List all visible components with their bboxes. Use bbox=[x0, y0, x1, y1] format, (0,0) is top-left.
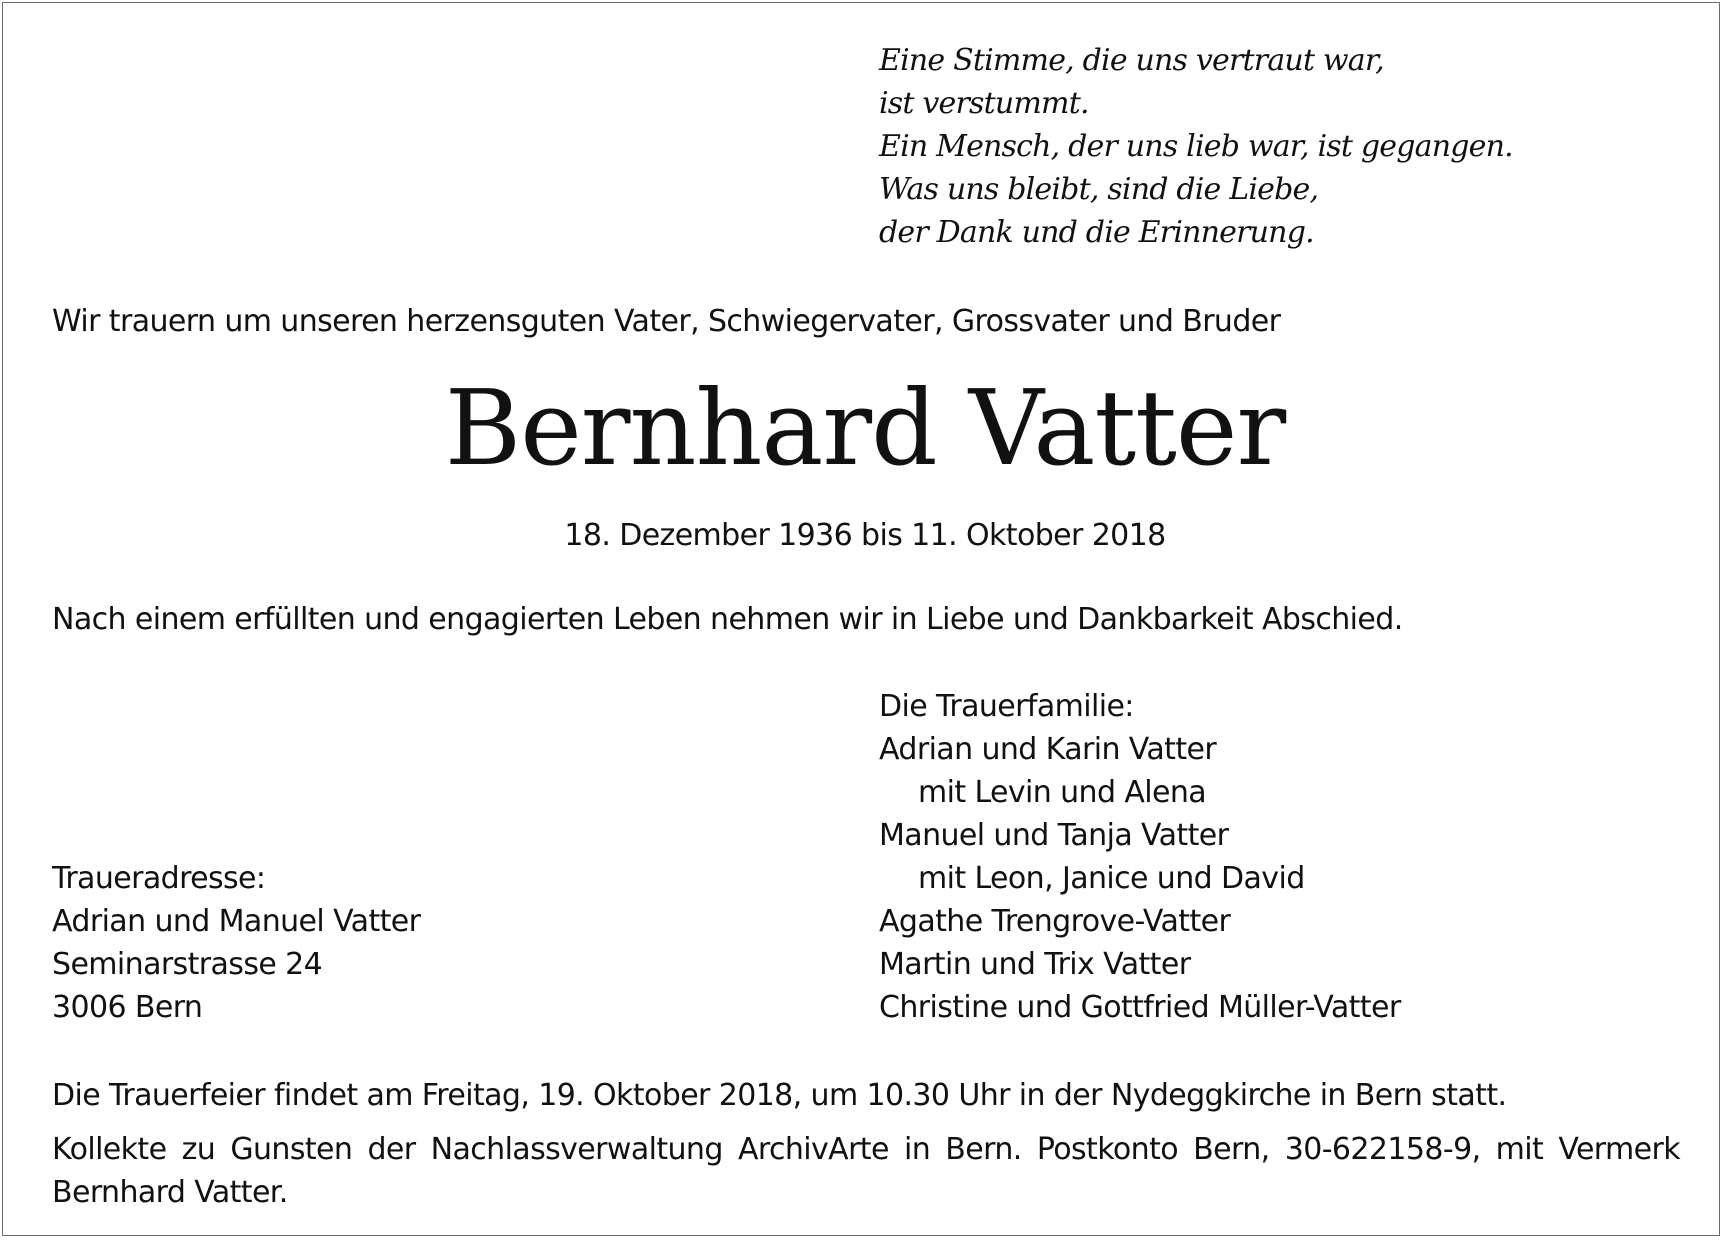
family-member: Christine und Gottfried Müller-Vatter bbox=[879, 990, 1401, 1025]
address-line: Adrian und Manuel Vatter bbox=[52, 904, 421, 939]
life-dates: 18. Dezember 1936 bis 11. Oktober 2018 bbox=[564, 518, 1166, 553]
deceased-name: Bernhard Vatter bbox=[444, 367, 1286, 489]
poem-line: Ein Mensch, der uns lieb war, ist gegangen. bbox=[879, 129, 1513, 164]
poem-line: Eine Stimme, die uns vertraut war, bbox=[879, 43, 1384, 78]
poem-line: der Dank und die Erinnerung. bbox=[879, 215, 1314, 250]
intro-text: Wir trauern um unseren herzensguten Vater, Schwiegervater, Grossvater und Bruder bbox=[52, 304, 1281, 339]
family-member: Agathe Trengrove-Vatter bbox=[879, 904, 1231, 939]
family-list bbox=[879, 685, 1401, 1029]
ceremony-text: Die Trauerfeier findet am Freitag, 19. Oktober 2018, um 10.30 Uhr in der Nydeggkirche in Bern statt. bbox=[52, 1078, 1507, 1113]
poem-line: ist verstummt. bbox=[879, 86, 1089, 121]
address-line: 3006 Bern bbox=[52, 990, 203, 1025]
poem-line: Was uns bleibt, sind die Liebe, bbox=[879, 172, 1319, 207]
collection-text: Kollekte zu Gunsten der Nachlassverwaltung ArchivArte in Bern. Postkonto Bern, 30-622158-9, mit Vermerk Bernhard Vatter. bbox=[52, 1132, 1680, 1210]
address-heading: Traueradresse: bbox=[52, 861, 266, 896]
family-member: mit Leon, Janice und David bbox=[918, 861, 1305, 896]
family-member: Adrian und Karin Vatter bbox=[879, 732, 1217, 767]
mourning-address bbox=[52, 857, 420, 1029]
obituary-notice bbox=[2, 2, 1720, 1236]
poem bbox=[879, 39, 1513, 254]
family-heading: Die Trauerfamilie: bbox=[879, 689, 1134, 724]
family-member: Manuel und Tanja Vatter bbox=[879, 818, 1229, 853]
farewell-text: Nach einem erfüllten und engagierten Leben nehmen wir in Liebe und Dankbarkeit Abschied. bbox=[52, 602, 1403, 637]
family-member: Martin und Trix Vatter bbox=[879, 947, 1191, 982]
family-member: mit Levin und Alena bbox=[918, 775, 1207, 810]
address-line: Seminarstrasse 24 bbox=[52, 947, 323, 982]
